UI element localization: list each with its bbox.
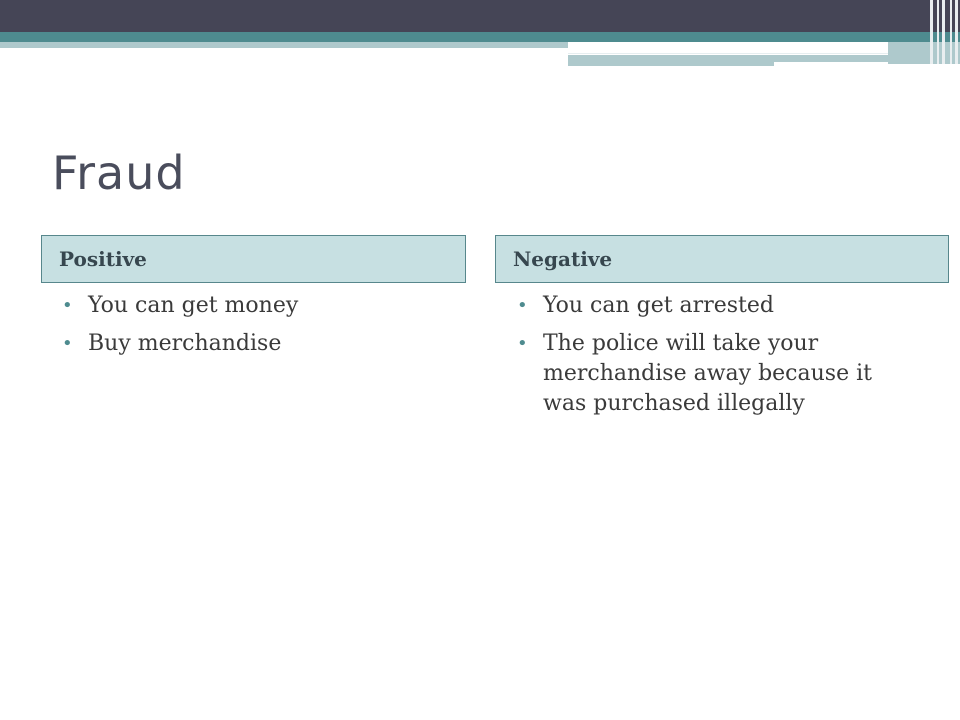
top-band-light-left xyxy=(0,42,568,48)
list-item-text: The police will take your merchandise away because it was purchased illegally xyxy=(543,331,872,416)
list-item xyxy=(517,329,917,419)
top-band-light-step-lower xyxy=(568,62,774,66)
top-band-teal xyxy=(0,32,960,42)
bullet-dot-icon: • xyxy=(62,295,73,316)
bullet-dot-icon: • xyxy=(517,333,528,354)
top-band-light-step xyxy=(568,55,888,62)
positive-column-header: Positive xyxy=(41,235,466,283)
top-right-stripes xyxy=(928,0,960,64)
list-item-text: You can get arrested xyxy=(543,293,774,318)
bullet-dot-icon: • xyxy=(517,295,528,316)
list-item xyxy=(517,291,917,321)
positive-list xyxy=(62,291,462,367)
list-item xyxy=(62,329,462,359)
top-band-white-line xyxy=(568,50,888,54)
slide-title: Fraud xyxy=(52,146,186,200)
list-item xyxy=(62,291,462,321)
list-item-text: Buy merchandise xyxy=(88,331,282,356)
list-item-text: You can get money xyxy=(88,293,299,318)
bullet-dot-icon: • xyxy=(62,333,73,354)
top-band-dark xyxy=(0,0,960,32)
negative-column-header: Negative xyxy=(495,235,949,283)
negative-list xyxy=(517,291,917,427)
